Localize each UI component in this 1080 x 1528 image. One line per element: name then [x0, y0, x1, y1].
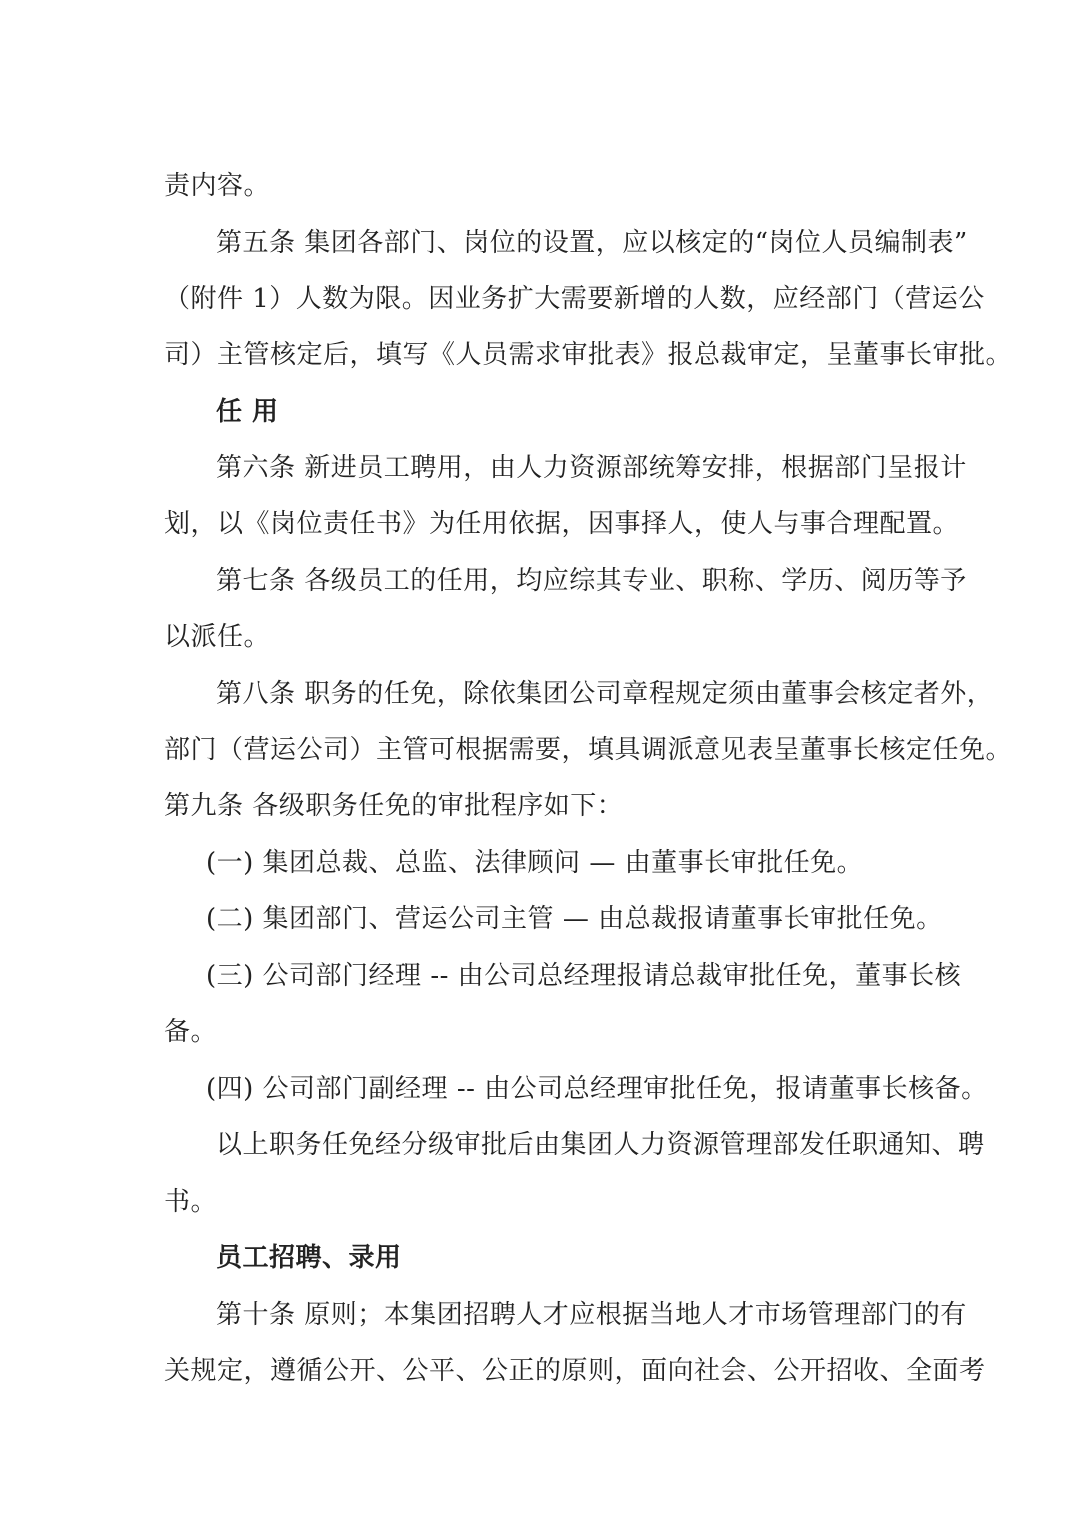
list-item: (二) 集团部门、营运公司主管 — 由总裁报请董事长审批任免。	[206, 904, 943, 934]
text-line: 责内容。	[164, 171, 271, 201]
text-line: 备。	[164, 1017, 218, 1047]
list-item: (四) 公司部门副经理 -- 由公司总经理审批任免，报请董事长核备。	[206, 1074, 988, 1104]
article-9-line: 第九条 各级职务任免的审批程序如下：	[164, 791, 624, 821]
article-6-line: 第六条 新进员工聘用，由人力资源部统筹安排，根据部门呈报计	[216, 453, 967, 483]
text-line: 司）主管核定后，填写《人员需求审批表》报总裁审定，呈董事长审批。	[164, 340, 1013, 370]
text-line: 划，以《岗位责任书》为任用依据，因事择人，使人与事合理配置。	[164, 509, 960, 539]
text-line: （附件 1）人数为限。因业务扩大需要新增的人数，应经部门（营运公	[164, 284, 985, 314]
section-heading-appointment: 任 用	[216, 397, 279, 427]
text-line: 关规定，遵循公开、公平、公正的原则，面向社会、公开招收、全面考	[164, 1356, 986, 1386]
section-heading-recruitment: 员工招聘、录用	[216, 1243, 402, 1273]
text-line: 书。	[164, 1187, 218, 1217]
article-8-line: 第八条 职务的任免，除依集团公司章程规定须由董事会核定者外，	[216, 679, 994, 709]
list-item: (一) 集团总裁、总监、法律顾问 — 由董事长审批任免。	[206, 848, 864, 878]
text-line: 部门（营运公司）主管可根据需要，填具调派意见表呈董事长核定任免。	[164, 735, 1013, 765]
text-line: 以上职务任免经分级审批后由集团人力资源管理部发任职通知、聘	[216, 1130, 985, 1160]
article-10-line: 第十条 原则；本集团招聘人才应根据当地人才市场管理部门的有	[216, 1300, 967, 1330]
list-item: (三) 公司部门经理 -- 由公司总经理报请总裁审批任免，董事长核	[206, 961, 962, 991]
text-line: 以派任。	[164, 622, 271, 652]
article-5-line: 第五条 集团各部门、岗位的设置，应以核定的“岗位人员编制表”	[216, 228, 968, 258]
article-7-line: 第七条 各级员工的任用，均应综其专业、职称、学历、阅历等予	[216, 566, 967, 596]
